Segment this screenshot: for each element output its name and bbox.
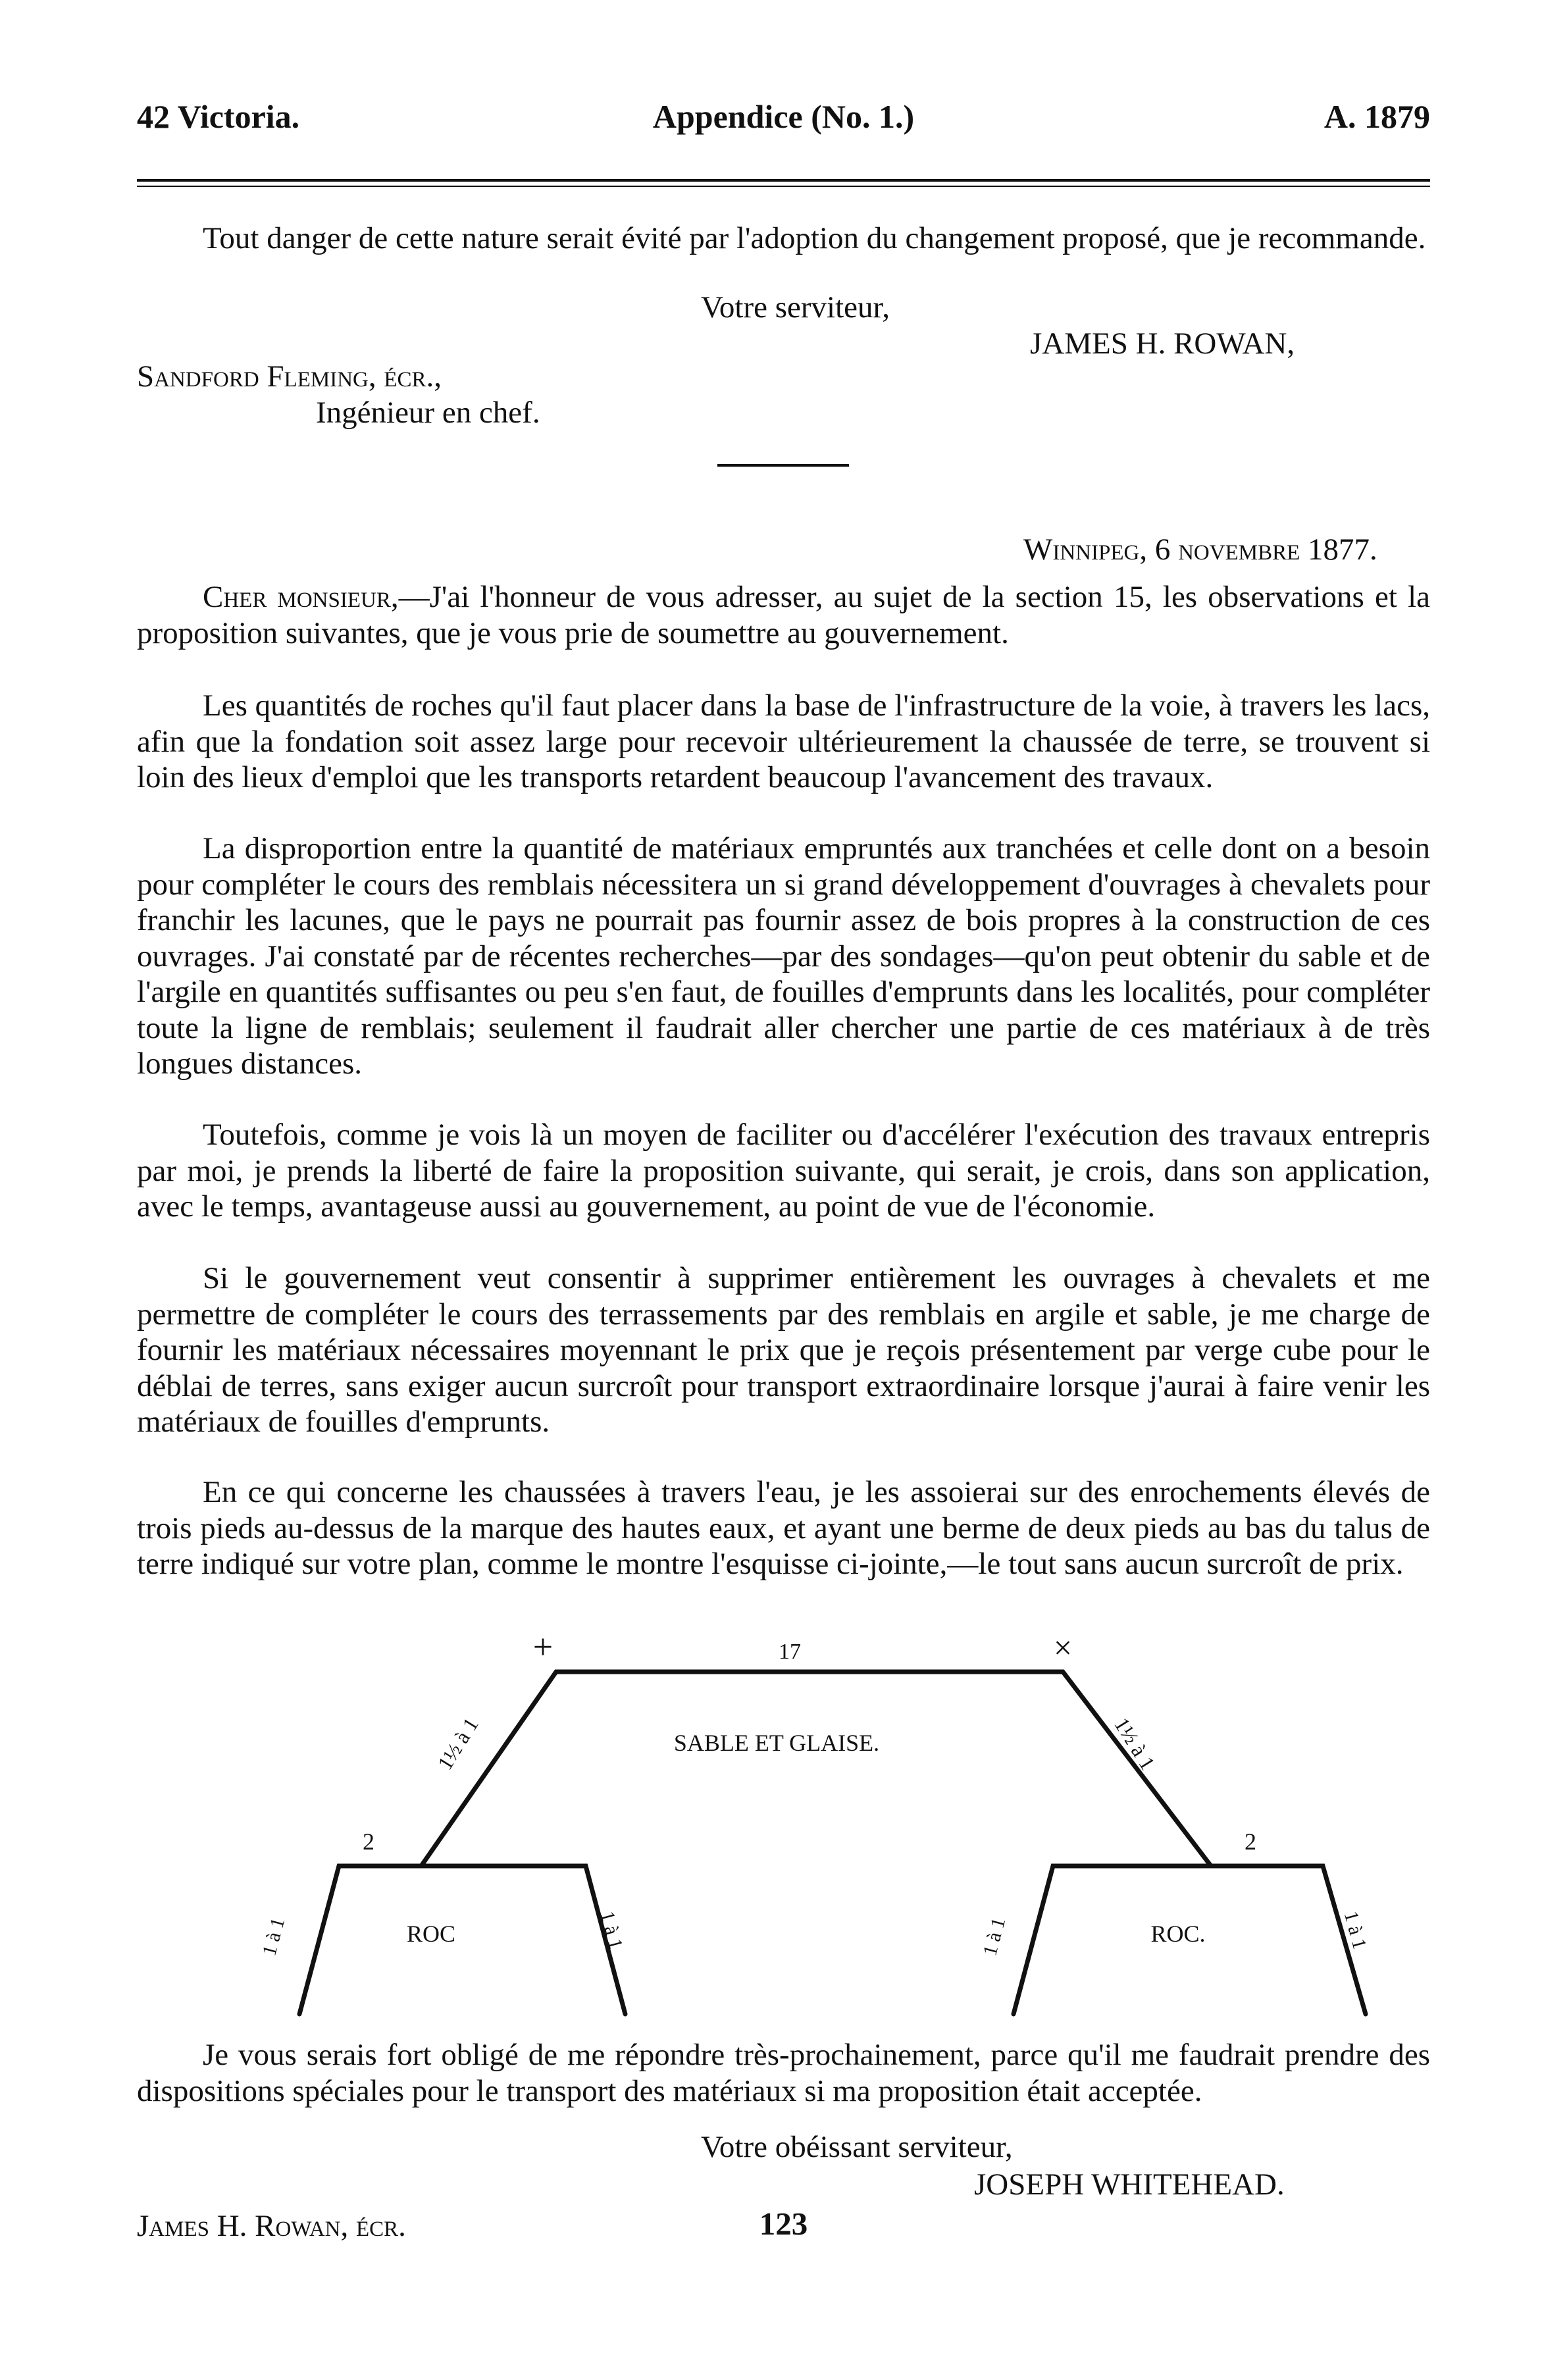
rock-label-right: ROC. — [1150, 1921, 1206, 1947]
letter1-body: Tout danger de cette nature serait évité par l'adoption du changement proposé, que je recommande. — [203, 221, 1426, 255]
plus-mark: + — [532, 1627, 553, 1667]
letter2-salutation: Cher monsieur, — [203, 580, 399, 614]
top-width-label: 17 — [779, 1640, 801, 1664]
letter1-recipient-name: Sandford Fleming, écr., — [137, 359, 442, 394]
slope-label-lower-right-a: 1 à 1 — [979, 1915, 1010, 1958]
fill-outline — [421, 1672, 1211, 1866]
letter2-signature: JOSEPH WHITEHEAD. — [974, 2167, 1285, 2202]
page-number: 123 — [759, 2206, 808, 2242]
letter1-closing: Votre serviteur, — [701, 290, 890, 324]
slope-label-lower-left-b: 1 à 1 — [596, 1909, 627, 1952]
left-berm-outline — [299, 1866, 421, 2014]
slope-label-lower-left-a: 1 à 1 — [258, 1915, 290, 1958]
slope-label-upper-right: 1½ à 1 — [1110, 1713, 1160, 1774]
berm-left-label: 2 — [363, 1828, 374, 1855]
letter2-recipient: James H. Rowan, écr. — [137, 2209, 406, 2243]
fill-material-label: SABLE ET GLAISE. — [673, 1730, 880, 1756]
header-appendix: Appendice (No. 1.) — [652, 98, 915, 135]
berm-right-label: 2 — [1245, 1828, 1256, 1855]
letter2-paragraph-5: Si le gouvernement veut consentir à supprimer entièrement les ouvrages à chevalets et me permettre de compléter le cours des terrassements par des remblais en argile et sable, je me charge de fournir les matériaux nécessaires moyennant le prix que je reçois présentement par verge cube pour le déblai de terres, sans exiger aucun surcroît pour transport extraordinaire lorsque j'aurai à faire venir les matériaux de fouilles d'emprunts. — [137, 1261, 1430, 1439]
slope-label-upper-left: 1½ à 1 — [432, 1713, 483, 1774]
letter2-paragraph-4: Toutefois, comme je vois là un moyen de faciliter ou d'accélérer l'exécution des travaux entrepris par moi, je prends la liberté de faire la proposition suivante, qui serait, je crois, dans son application, avec le temps, avantageuse aussi au gouvernement, au point de vue de l'économie. — [137, 1118, 1430, 1224]
rock-label-left: ROC — [406, 1921, 456, 1947]
letter2-paragraph-2: Les quantités de roches qu'il faut placer dans la base de l'infrastructure de la voie, à travers les lacs, afin que la fondation soit assez large pour recevoir ultérieurement la chaussée de terre, se trouvent si loin des lieux d'emploi que les transports retardent beaucoup l'avancement des travaux. — [137, 688, 1430, 794]
letter2-paragraph-3: La disproportion entre la quantité de matériaux empruntés aux tranchées et celle dont on a besoin pour compléter le cours des remblais nécessitera un si grand développement d'ouvrages à chevalets pour franchir les lacunes, que le pays ne pourrait pas fournir assez de bois propres à la construction de ces ouvrages. J'ai constaté par de récentes recherches—par des sondages—qu'on peut obtenir du sable et de l'argile en quantités suffisantes ou peu s'en faut, de fouilles d'emprunts dans les localités, pour compléter toute la ligne de remblais; seulement il faudrait aller chercher une partie de ces matériaux à de très longues distances. — [137, 831, 1430, 1081]
letter2-closing: Votre obéissant serviteur, — [701, 2130, 1013, 2164]
letter2-paragraph-6: En ce qui concerne les chaussées à travers l'eau, je les assoierai sur des enrochements élevés de trois pieds au-dessus de la marque des hautes eaux, et ayant une berme de deux pieds au bas du talus de terre indiqué sur votre plan, comme le montre l'esquisse ci-jointe,—le tout sans aucun surcroît de prix. — [137, 1475, 1430, 1581]
header-year: A. 1879 — [1323, 98, 1430, 135]
slope-label-lower-right-b: 1 à 1 — [1339, 1909, 1371, 1952]
letter2-place-date: Winnipeg, 6 novembre 1877. — [1023, 532, 1377, 567]
letter2-closing-paragraph: Je vous serais fort obligé de me répondre très-prochainement, parce qu'il me faudrait prendre des dispositions spéciales pour le transport des matériaux si ma proposition était acceptée. — [137, 2038, 1430, 2108]
left-rock-top — [339, 1866, 625, 2014]
header-session: 42 Victoria. — [137, 98, 300, 135]
cross-mark: × — [1053, 1629, 1073, 1666]
letter2-paragraph-1-text: —J'ai l'honneur de vous adresser, au sujet de la section 15, les observations et la proposition suivantes, que je vous prie de soumettre au gouvernement. — [137, 580, 1430, 650]
letter1-recipient-title: Ingénieur en chef. — [316, 396, 540, 430]
letter1-signature: JAMES H. ROWAN, — [1030, 326, 1295, 361]
